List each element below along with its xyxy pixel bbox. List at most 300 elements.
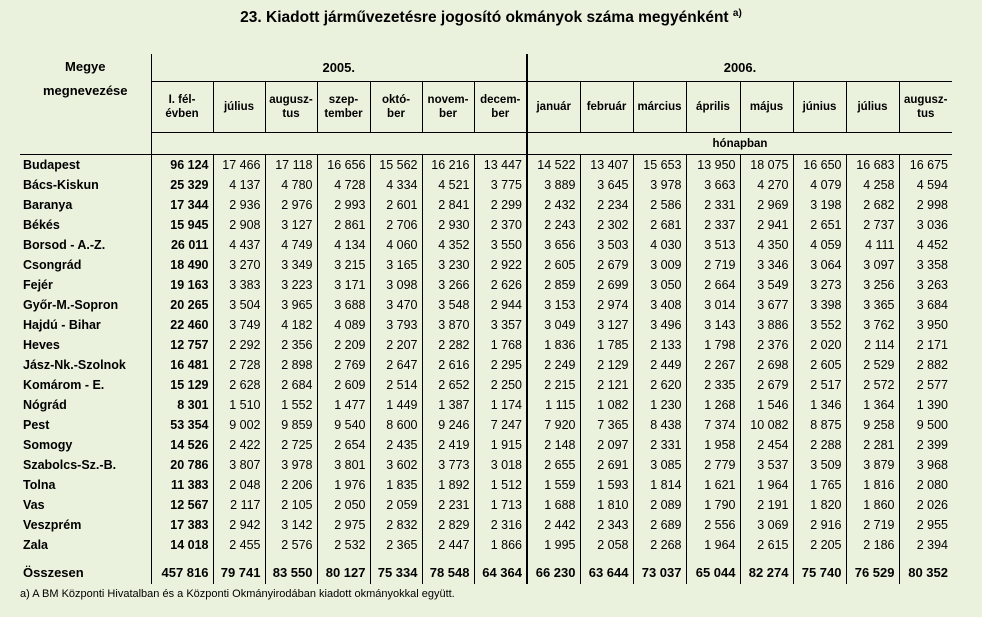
county-name: Zala <box>20 535 151 555</box>
value-2006: 2 376 <box>740 335 793 355</box>
value-2005: 2 725 <box>265 435 317 455</box>
value-2005: 2 048 <box>213 475 265 495</box>
value-2006: 2 682 <box>846 195 899 215</box>
value-2005: 2 652 <box>422 375 474 395</box>
value-2006: 2 129 <box>580 355 633 375</box>
value-2005: 2 576 <box>265 535 317 555</box>
value-2006: 3 408 <box>633 295 686 315</box>
county-name: Bács-Kiskun <box>20 175 151 195</box>
value-2006: 4 059 <box>793 235 846 255</box>
half-year-value: 12 567 <box>151 495 213 515</box>
value-2005: 3 793 <box>370 315 422 335</box>
value-2006: 3 549 <box>740 275 793 295</box>
value-2005: 3 470 <box>370 295 422 315</box>
value-2006: 3 050 <box>633 275 686 295</box>
value-2006: 4 030 <box>633 235 686 255</box>
county-name: Komárom - E. <box>20 375 151 395</box>
value-2005: 9 859 <box>265 415 317 435</box>
value-2006: 2 133 <box>633 335 686 355</box>
value-2005: 3 550 <box>474 235 527 255</box>
half-year-value: 96 124 <box>151 155 213 176</box>
value-2005: 3 978 <box>265 455 317 475</box>
value-2006: 2 577 <box>899 375 952 395</box>
value-2006: 1 790 <box>686 495 740 515</box>
title-footnote-marker: a) <box>732 8 742 19</box>
value-2006: 2 605 <box>793 355 846 375</box>
value-2005: 2 628 <box>213 375 265 395</box>
value-2006: 1 559 <box>527 475 580 495</box>
header-unit-row <box>20 133 952 155</box>
table-row <box>20 195 952 215</box>
value-2005: 2 861 <box>317 215 370 235</box>
value-2005: 2 841 <box>422 195 474 215</box>
value-2006: 2 664 <box>686 275 740 295</box>
value-2006: 4 079 <box>793 175 846 195</box>
half-header-line1: I. fél- <box>168 94 196 106</box>
value-2005: 4 352 <box>422 235 474 255</box>
value-2005: 2 455 <box>213 535 265 555</box>
value-2005: 2 936 <box>213 195 265 215</box>
half-year-value: 18 490 <box>151 255 213 275</box>
month-header-line: február <box>586 101 627 113</box>
value-2005: 2 370 <box>474 215 527 235</box>
month-header <box>527 82 580 133</box>
value-2005: 1 552 <box>265 395 317 415</box>
value-2006: 2 331 <box>633 435 686 455</box>
value-2005: 16 216 <box>422 155 474 176</box>
value-2006: 3 009 <box>633 255 686 275</box>
value-2006: 3 645 <box>580 175 633 195</box>
value-2005: 3 602 <box>370 455 422 475</box>
value-2005: 1 915 <box>474 435 527 455</box>
month-header-line: július <box>857 101 888 113</box>
title-text: 23. Kiadott járművezetésre jogosító okmányok száma megyénként <box>240 9 729 27</box>
value-2006: 1 995 <box>527 535 580 555</box>
value-2005: 1 713 <box>474 495 527 515</box>
data-table <box>20 54 952 584</box>
value-2005: 64 364 <box>474 561 527 584</box>
value-2006: 3 552 <box>793 315 846 335</box>
value-2006: 3 143 <box>686 315 740 335</box>
month-header-line: decem- <box>480 94 521 106</box>
value-2006: 15 653 <box>633 155 686 176</box>
value-2005: 4 182 <box>265 315 317 335</box>
month-header <box>633 82 686 133</box>
value-2006: 4 594 <box>899 175 952 195</box>
value-2005: 2 059 <box>370 495 422 515</box>
value-2005: 1 387 <box>422 395 474 415</box>
month-header <box>740 82 793 133</box>
value-2005: 2 422 <box>213 435 265 455</box>
value-2006: 3 153 <box>527 295 580 315</box>
half-year-value: 457 816 <box>151 561 213 584</box>
value-2005: 9 246 <box>422 415 474 435</box>
month-header-line: tember <box>324 108 363 120</box>
year-2005-header: 2005. <box>151 54 527 82</box>
value-2005: 4 780 <box>265 175 317 195</box>
month-header <box>265 82 317 133</box>
value-2006: 3 273 <box>793 275 846 295</box>
value-2006: 2 114 <box>846 335 899 355</box>
value-2005: 2 447 <box>422 535 474 555</box>
value-2006: 2 191 <box>740 495 793 515</box>
value-2006: 3 513 <box>686 235 740 255</box>
value-2006: 2 432 <box>527 195 580 215</box>
table-row <box>20 315 952 335</box>
value-2005: 4 334 <box>370 175 422 195</box>
value-2006: 3 365 <box>846 295 899 315</box>
value-2006: 3 656 <box>527 235 580 255</box>
value-2005: 2 616 <box>422 355 474 375</box>
table-row <box>20 455 952 475</box>
value-2006: 1 964 <box>740 475 793 495</box>
half-year-value: 16 481 <box>151 355 213 375</box>
value-2005: 8 600 <box>370 415 422 435</box>
value-2006: 2 288 <box>793 435 846 455</box>
table-row <box>20 395 952 415</box>
value-2006: 2 517 <box>793 375 846 395</box>
value-2006: 14 522 <box>527 155 580 176</box>
value-2006: 2 331 <box>686 195 740 215</box>
month-header <box>899 82 952 133</box>
value-2005: 2 684 <box>265 375 317 395</box>
month-header-line: ber <box>491 108 510 120</box>
value-2005: 80 127 <box>317 561 370 584</box>
value-2006: 2 097 <box>580 435 633 455</box>
value-2006: 9 500 <box>899 415 952 435</box>
value-2006: 13 407 <box>580 155 633 176</box>
value-2006: 3 085 <box>633 455 686 475</box>
table-row <box>20 515 952 535</box>
value-2005: 7 247 <box>474 415 527 435</box>
value-2006: 2 215 <box>527 375 580 395</box>
value-2005: 2 908 <box>213 215 265 235</box>
month-header <box>422 82 474 133</box>
value-2006: 2 719 <box>686 255 740 275</box>
value-2006: 16 650 <box>793 155 846 176</box>
value-2006: 2 281 <box>846 435 899 455</box>
month-header-line: augusz- <box>269 94 313 106</box>
value-2006: 2 234 <box>580 195 633 215</box>
month-header-line: január <box>536 101 571 113</box>
value-2006: 2 335 <box>686 375 740 395</box>
value-2006: 2 916 <box>793 515 846 535</box>
value-2006: 1 860 <box>846 495 899 515</box>
value-2006: 1 593 <box>580 475 633 495</box>
value-2005: 2 209 <box>317 335 370 355</box>
value-2005: 2 105 <box>265 495 317 515</box>
value-2006: 2 620 <box>633 375 686 395</box>
value-2005: 3 127 <box>265 215 317 235</box>
value-2005: 2 626 <box>474 275 527 295</box>
value-2006: 2 955 <box>899 515 952 535</box>
table-row <box>20 435 952 455</box>
value-2005: 2 419 <box>422 435 474 455</box>
value-2006: 3 978 <box>633 175 686 195</box>
value-2006: 2 394 <box>899 535 952 555</box>
county-name: Hajdú - Bihar <box>20 315 151 335</box>
value-2005: 3 018 <box>474 455 527 475</box>
value-2006: 2 337 <box>686 215 740 235</box>
value-2006: 2 454 <box>740 435 793 455</box>
value-2005: 1 477 <box>317 395 370 415</box>
value-2005: 16 656 <box>317 155 370 176</box>
month-header-line: augusz- <box>904 94 948 106</box>
value-2005: 2 922 <box>474 255 527 275</box>
table-row <box>20 175 952 195</box>
value-2006: 3 064 <box>793 255 846 275</box>
table-header <box>20 54 952 155</box>
value-2005: 2 601 <box>370 195 422 215</box>
value-2006: 1 390 <box>899 395 952 415</box>
value-2006: 2 089 <box>633 495 686 515</box>
value-2006: 80 352 <box>899 561 952 584</box>
table-row <box>20 295 952 315</box>
table-row <box>20 495 952 515</box>
value-2005: 2 829 <box>422 515 474 535</box>
value-2006: 3 198 <box>793 195 846 215</box>
value-2005: 3 357 <box>474 315 527 335</box>
value-2006: 13 950 <box>686 155 740 176</box>
value-2006: 2 399 <box>899 435 952 455</box>
value-2006: 82 274 <box>740 561 793 584</box>
value-2006: 1 810 <box>580 495 633 515</box>
value-2006: 2 689 <box>633 515 686 535</box>
value-2006: 2 205 <box>793 535 846 555</box>
month-header-line: októ- <box>381 94 411 106</box>
value-2005: 3 504 <box>213 295 265 315</box>
value-2006: 2 882 <box>899 355 952 375</box>
value-2005: 2 942 <box>213 515 265 535</box>
value-2005: 2 706 <box>370 215 422 235</box>
value-2005: 15 562 <box>370 155 422 176</box>
value-2006: 2 171 <box>899 335 952 355</box>
value-2005: 2 117 <box>213 495 265 515</box>
value-2006: 2 058 <box>580 535 633 555</box>
value-2006: 2 249 <box>527 355 580 375</box>
value-2005: 3 965 <box>265 295 317 315</box>
value-2005: 2 365 <box>370 535 422 555</box>
table-row <box>20 535 952 555</box>
value-2005: 79 741 <box>213 561 265 584</box>
table-row <box>20 355 952 375</box>
value-2005: 3 383 <box>213 275 265 295</box>
value-2006: 3 537 <box>740 455 793 475</box>
month-header <box>474 82 527 133</box>
value-2006: 1 785 <box>580 335 633 355</box>
value-2006: 3 886 <box>740 315 793 335</box>
value-2005: 2 832 <box>370 515 422 535</box>
value-2005: 2 231 <box>422 495 474 515</box>
value-2005: 4 437 <box>213 235 265 255</box>
table-row <box>20 215 952 235</box>
value-2006: 63 644 <box>580 561 633 584</box>
value-2005: 1 174 <box>474 395 527 415</box>
value-2006: 1 765 <box>793 475 846 495</box>
value-2006: 4 258 <box>846 175 899 195</box>
value-2006: 2 605 <box>527 255 580 275</box>
month-header-line: április <box>696 101 730 113</box>
month-header <box>370 82 422 133</box>
county-name: Vas <box>20 495 151 515</box>
value-2006: 2 615 <box>740 535 793 555</box>
value-2005: 2 654 <box>317 435 370 455</box>
value-2005: 9 540 <box>317 415 370 435</box>
value-2005: 2 993 <box>317 195 370 215</box>
value-2005: 3 688 <box>317 295 370 315</box>
value-2005: 2 930 <box>422 215 474 235</box>
value-2005: 1 449 <box>370 395 422 415</box>
month-header-line: szep- <box>328 94 359 106</box>
value-2006: 1 621 <box>686 475 740 495</box>
half-year-value: 19 163 <box>151 275 213 295</box>
value-2006: 2 681 <box>633 215 686 235</box>
month-header-line: novem- <box>427 94 469 106</box>
value-2006: 2 679 <box>740 375 793 395</box>
value-2005: 4 134 <box>317 235 370 255</box>
value-2006: 3 014 <box>686 295 740 315</box>
value-2006: 3 127 <box>580 315 633 335</box>
month-header-line: tus <box>917 108 935 120</box>
value-2005: 3 230 <box>422 255 474 275</box>
value-2006: 2 026 <box>899 495 952 515</box>
table-row <box>20 475 952 495</box>
table-row <box>20 275 952 295</box>
value-2006: 1 546 <box>740 395 793 415</box>
month-header <box>213 82 265 133</box>
value-2005: 2 299 <box>474 195 527 215</box>
value-2006: 3 036 <box>899 215 952 235</box>
value-2006: 66 230 <box>527 561 580 584</box>
value-2006: 3 509 <box>793 455 846 475</box>
value-2005: 2 250 <box>474 375 527 395</box>
value-2005: 2 292 <box>213 335 265 355</box>
value-2005: 3 098 <box>370 275 422 295</box>
value-2006: 2 737 <box>846 215 899 235</box>
half-year-value: 53 354 <box>151 415 213 435</box>
value-2006: 75 740 <box>793 561 846 584</box>
value-2006: 2 679 <box>580 255 633 275</box>
value-2005: 3 270 <box>213 255 265 275</box>
value-2005: 2 944 <box>474 295 527 315</box>
value-2006: 1 364 <box>846 395 899 415</box>
half-header-line2: évben <box>165 108 199 120</box>
value-2006: 16 675 <box>899 155 952 176</box>
value-2005: 1 768 <box>474 335 527 355</box>
value-2006: 2 267 <box>686 355 740 375</box>
value-2006: 2 572 <box>846 375 899 395</box>
month-header <box>580 82 633 133</box>
half-year-value: 22 460 <box>151 315 213 335</box>
value-2006: 2 556 <box>686 515 740 535</box>
value-2006: 2 699 <box>580 275 633 295</box>
footnote: a) A BM Központi Hivatalban és a Központi Okmányirodában kiadott okmányokkal együtt. <box>20 588 455 600</box>
value-2005: 2 207 <box>370 335 422 355</box>
value-2005: 75 334 <box>370 561 422 584</box>
value-2006: 2 302 <box>580 215 633 235</box>
value-2006: 9 258 <box>846 415 899 435</box>
value-2005: 83 550 <box>265 561 317 584</box>
table-title <box>0 8 982 27</box>
value-2006: 1 816 <box>846 475 899 495</box>
value-2005: 2 769 <box>317 355 370 375</box>
half-year-value: 20 786 <box>151 455 213 475</box>
value-2006: 1 082 <box>580 395 633 415</box>
value-2006: 1 346 <box>793 395 846 415</box>
value-2005: 3 807 <box>213 455 265 475</box>
value-2006: 3 684 <box>899 295 952 315</box>
value-2006: 3 663 <box>686 175 740 195</box>
half-year-value: 20 265 <box>151 295 213 315</box>
value-2006: 7 374 <box>686 415 740 435</box>
table-row <box>20 375 952 395</box>
value-2005: 2 295 <box>474 355 527 375</box>
year-2006-header: 2006. <box>527 54 952 82</box>
county-name: Nógrád <box>20 395 151 415</box>
county-header-line1: Megye <box>65 59 106 74</box>
value-2006: 2 859 <box>527 275 580 295</box>
table-row <box>20 415 952 435</box>
half-year-value: 15 129 <box>151 375 213 395</box>
value-2005: 2 975 <box>317 515 370 535</box>
half-year-value: 12 757 <box>151 335 213 355</box>
value-2006: 4 111 <box>846 235 899 255</box>
half-year-value: 17 344 <box>151 195 213 215</box>
value-2006: 2 941 <box>740 215 793 235</box>
value-2005: 4 060 <box>370 235 422 255</box>
value-2005: 4 521 <box>422 175 474 195</box>
value-2005: 2 435 <box>370 435 422 455</box>
value-2005: 4 137 <box>213 175 265 195</box>
value-2005: 13 447 <box>474 155 527 176</box>
value-2005: 2 356 <box>265 335 317 355</box>
value-2006: 8 875 <box>793 415 846 435</box>
value-2006: 1 688 <box>527 495 580 515</box>
month-header-line: ber <box>387 108 405 120</box>
value-2006: 2 442 <box>527 515 580 535</box>
value-2006: 1 268 <box>686 395 740 415</box>
month-header <box>317 82 370 133</box>
value-2006: 2 529 <box>846 355 899 375</box>
value-2005: 1 976 <box>317 475 370 495</box>
value-2006: 2 779 <box>686 455 740 475</box>
value-2006: 2 998 <box>899 195 952 215</box>
value-2006: 3 503 <box>580 235 633 255</box>
county-name: Békés <box>20 215 151 235</box>
value-2006: 3 398 <box>793 295 846 315</box>
value-2006: 2 243 <box>527 215 580 235</box>
value-2005: 3 749 <box>213 315 265 335</box>
value-2006: 3 263 <box>899 275 952 295</box>
value-2005: 17 466 <box>213 155 265 176</box>
value-2006: 2 080 <box>899 475 952 495</box>
value-2005: 2 282 <box>422 335 474 355</box>
table-row <box>20 155 952 176</box>
value-2006: 3 762 <box>846 315 899 335</box>
value-2006: 65 044 <box>686 561 740 584</box>
value-2006: 2 974 <box>580 295 633 315</box>
value-2005: 78 548 <box>422 561 474 584</box>
value-2005: 2 609 <box>317 375 370 395</box>
value-2005: 3 349 <box>265 255 317 275</box>
value-2005: 2 898 <box>265 355 317 375</box>
value-2005: 2 514 <box>370 375 422 395</box>
half-year-value: 26 011 <box>151 235 213 255</box>
value-2005: 1 866 <box>474 535 527 555</box>
value-2006: 7 920 <box>527 415 580 435</box>
value-2006: 8 438 <box>633 415 686 435</box>
value-2005: 1 835 <box>370 475 422 495</box>
